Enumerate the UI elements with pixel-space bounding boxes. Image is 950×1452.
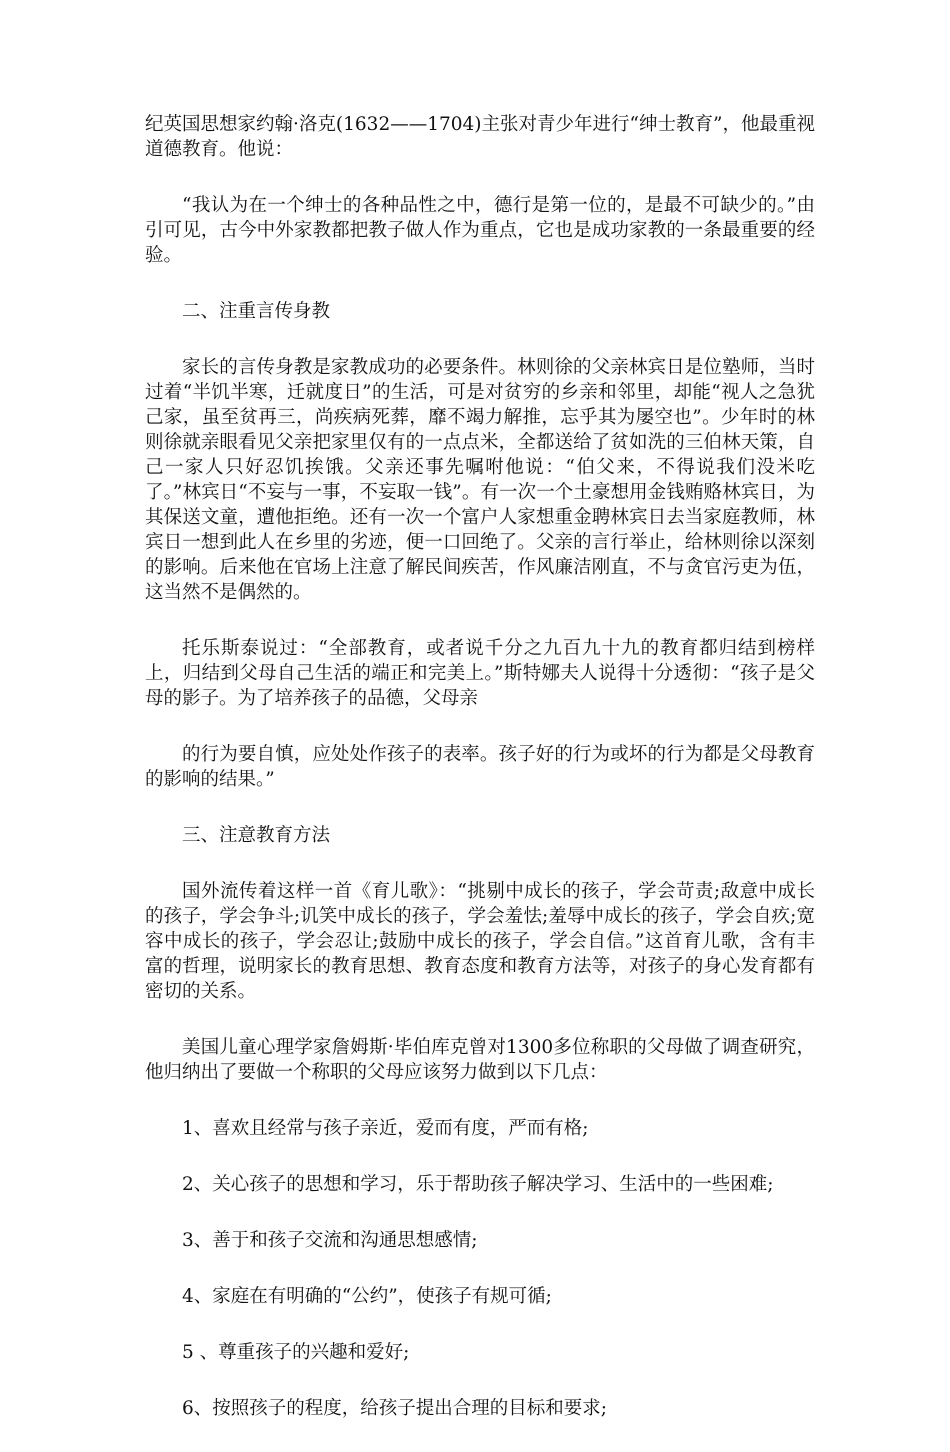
list-item-1: 1、喜欢且经常与孩子亲近，爱而有度，严而有格; xyxy=(182,1118,589,1139)
paragraph-parenting-song: 国外流传着这样一首《育儿歌》：“挑剔中成长的孩子，学会苛责;敌意中成长的孩子，学会争斗;讥笑中成长的孩子，学会羞怯;羞辱中成长的孩子，学会自疚;宽容中成长的孩子，学会忍让;鼓励中成长的孩子，学会自信。”这首育儿歌，含有丰富的哲理，说明家长的教育思想、教育态度和教育方法等，对孩子的身心发育都有密切的关系。 xyxy=(145,881,815,1002)
list-item-4: 4、家庭在有明确的“公约”，使孩子有规可循; xyxy=(182,1286,552,1307)
list-item-3: 3、善于和孩子交流和沟通思想感情; xyxy=(182,1230,478,1251)
document-body xyxy=(145,112,815,1452)
paragraph-parent-example: 的行为要自慎，应处处作孩子的表率。孩子好的行为或坏的行为都是父母教育的影响的结果。” xyxy=(145,744,815,790)
paragraph-lin-zexu: 家长的言传身教是家教成功的必要条件。林则徐的父亲林宾日是位塾师，当时过着“半饥半寒，迁就度日”的生活，可是对贫穷的乡亲和邻里，却能“视人之急犹己家，虽至贫再三，尚疾病死葬，靡不竭力解推，忘乎其为屡空也”。少年时的林则徐就亲眼看见父亲把家里仅有的一点点米，全都送给了贫如洗的三伯林天策，自己一家人只好忍饥挨饿。父亲还事先嘱咐他说：“伯父来，不得说我们没米吃了。”林宾日“不妄与一事，不妄取一钱”。有一次一个土豪想用金钱贿赂林宾日，为其保送文童，遭他拒绝。还有一次一个富户人家想重金聘林宾日去当家庭教师，林宾日一想到此人在乡里的劣迹，便一口回绝了。父亲的言行举止，给林则徐以深刻的影响。后来他在官场上注意了解民间疾苦，作风廉洁刚直，不与贪官污吏为伍，这当然不是偶然的。 xyxy=(145,357,815,603)
list-item-2: 2、关心孩子的思想和学习，乐于帮助孩子解决学习、生活中的一些困难; xyxy=(182,1174,774,1195)
paragraph-locke-intro: 纪英国思想家约翰·洛克(1632——1704)主张对青少年进行“绅士教育”，他最重视道德教育。他说： xyxy=(145,114,815,160)
paragraph-survey-intro: 美国儿童心理学家詹姆斯·毕伯库克曾对1300多位称职的父母做了调查研究，他归纳出了要做一个称职的父母应该努力做到以下几点： xyxy=(145,1037,815,1083)
list-item-6: 6、按照孩子的程度，给孩子提出合理的目标和要求; xyxy=(182,1398,608,1419)
paragraph-virtue-quote: “我认为在一个绅士的各种品性之中，德行是第一位的，是最不可缺少的。”由引可见，古今中外家教都把教子做人作为重点，它也是成功家教的一条最重要的经验。 xyxy=(145,195,815,266)
section-heading-3: 三、注意教育方法 xyxy=(182,825,331,846)
section-heading-2: 二、注重言传身教 xyxy=(182,301,331,322)
paragraph-tolstoy-quote: 托乐斯泰说过：“全部教育，或者说千分之九百九十九的教育都归结到榜样上，归结到父母自己生活的端正和完美上。”斯特娜夫人说得十分透彻：“孩子是父母的影子。为了培养孩子的品德，父母亲 xyxy=(145,638,815,709)
list-item-5: 5 、尊重孩子的兴趣和爱好; xyxy=(182,1342,410,1363)
